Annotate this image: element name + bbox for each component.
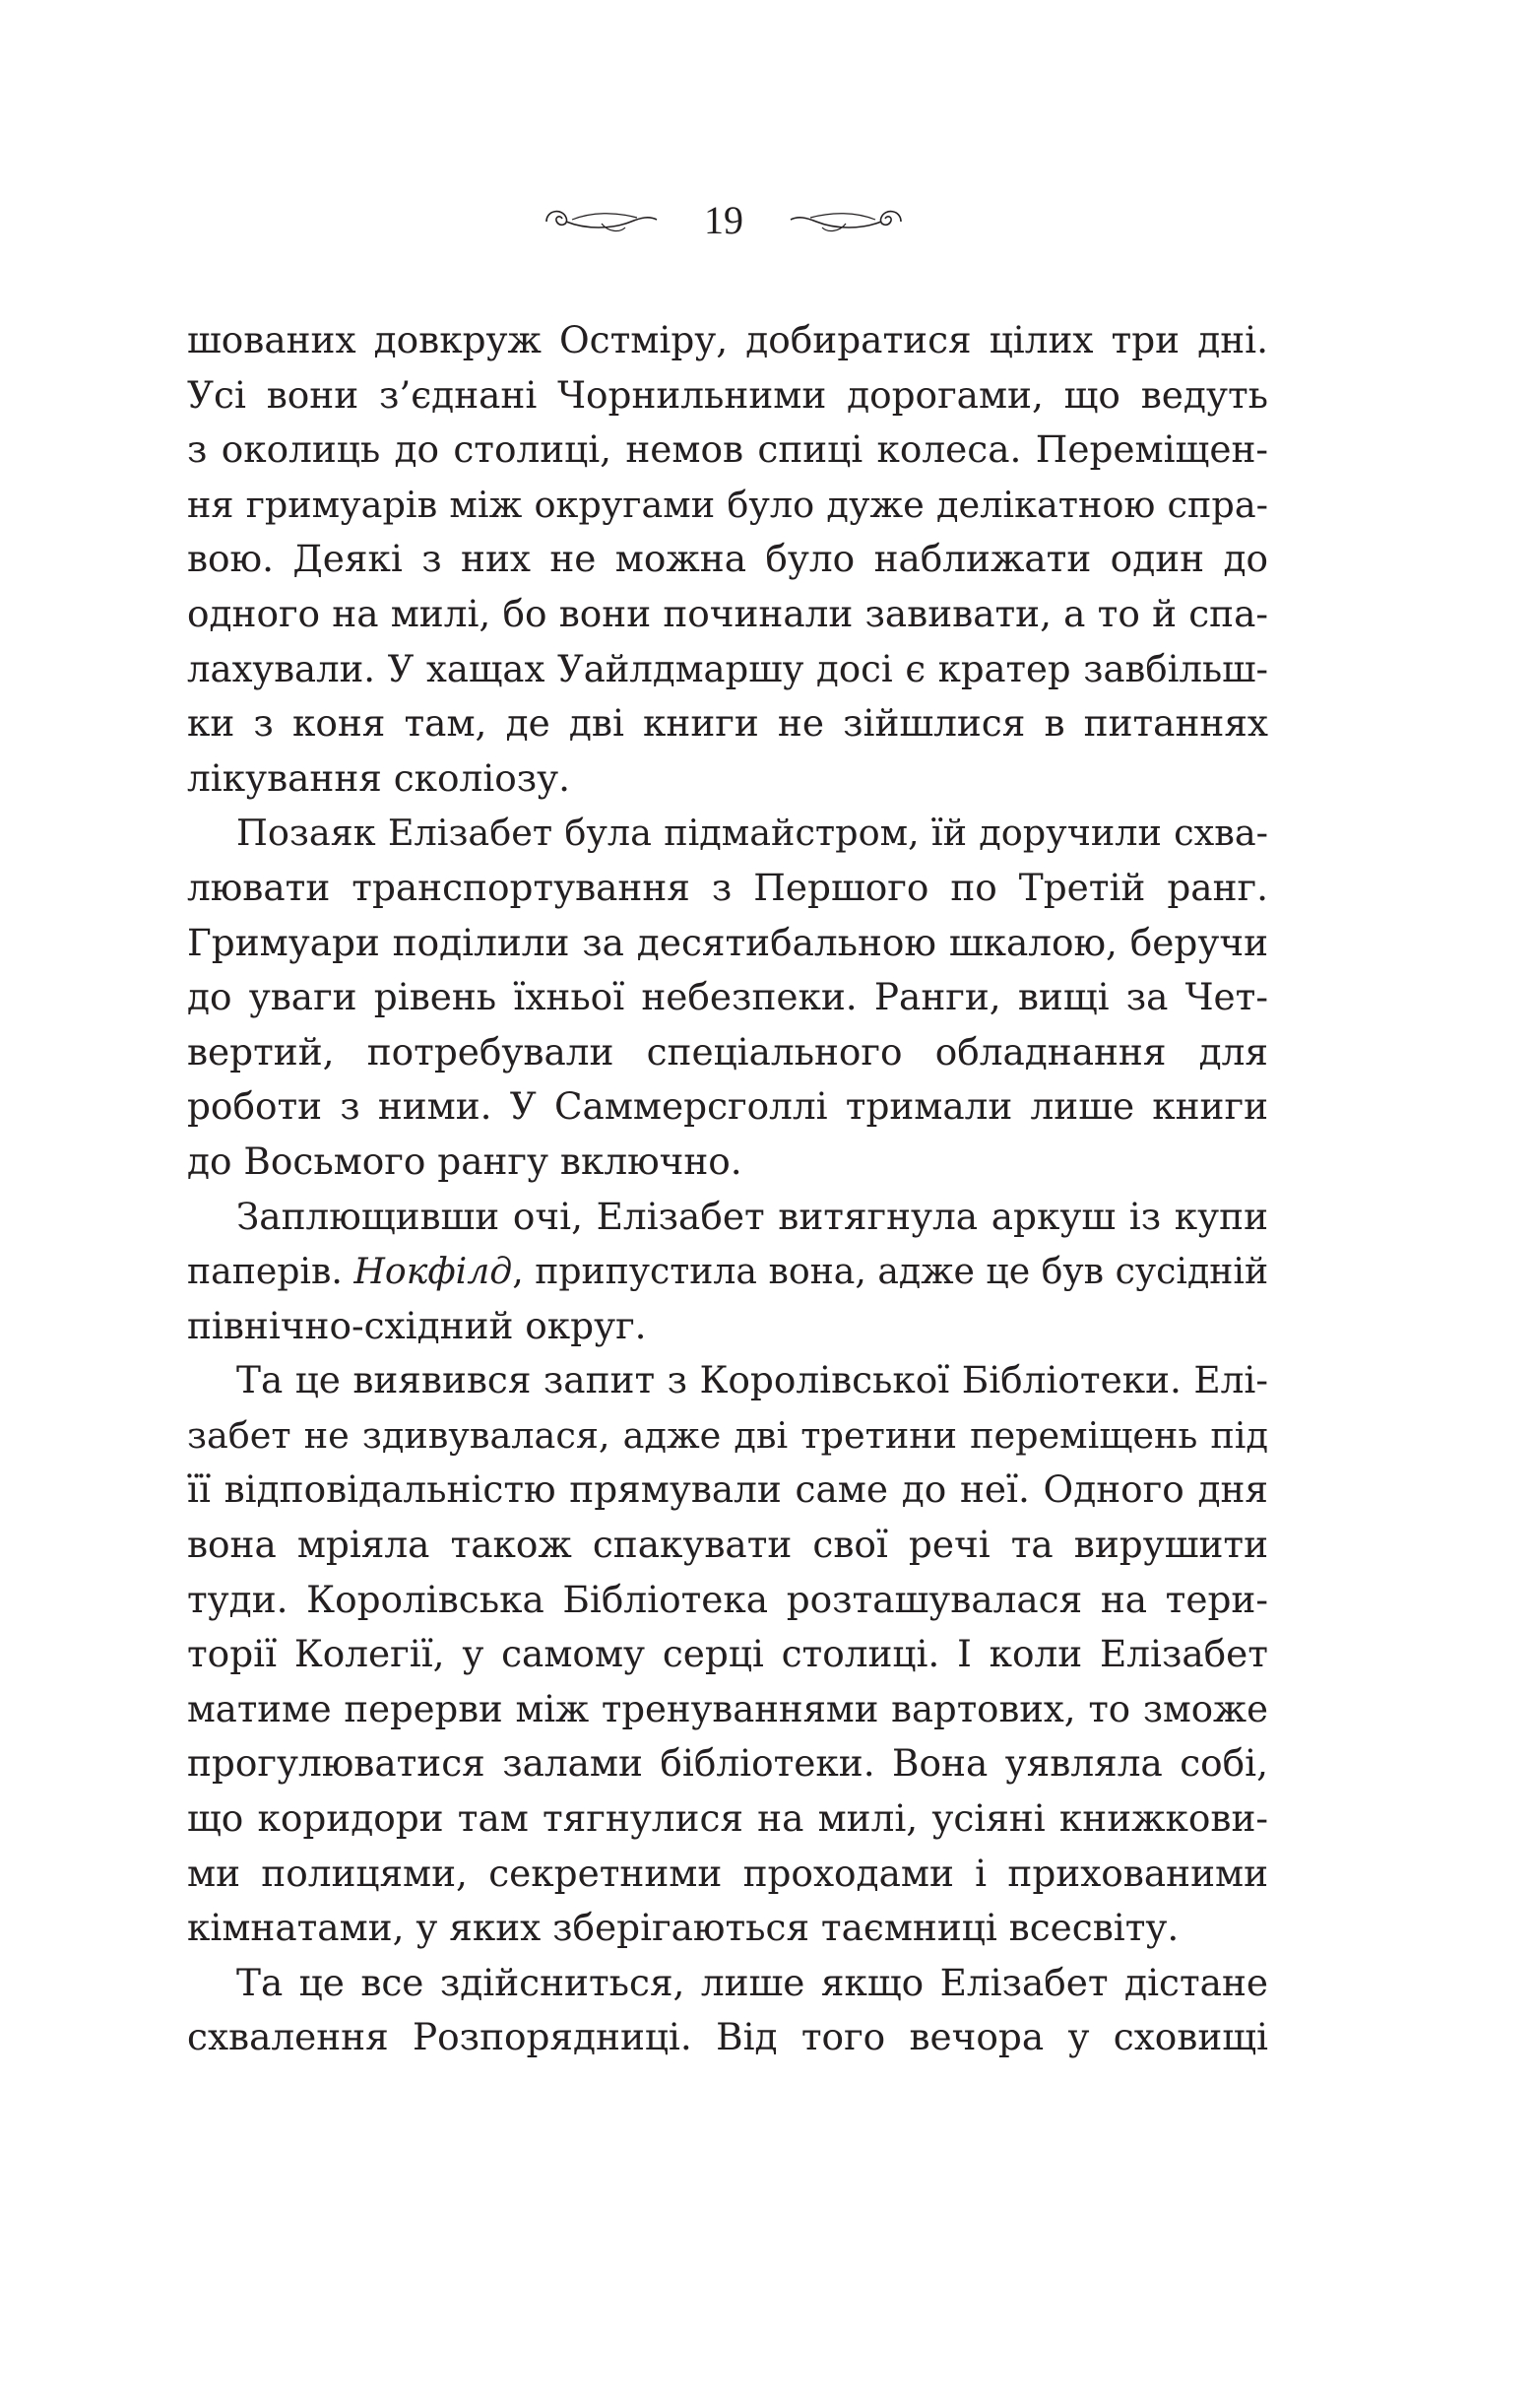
text-line: туди. Королівська Бібліотека розташувалася на тери- bbox=[187, 1577, 1268, 1621]
text-segment: , припустила вона, адже це був сусідній bbox=[512, 1250, 1268, 1293]
text-line: Гримуари поділили за десятибальною шкалою, беручи bbox=[187, 920, 1268, 964]
text-line: шованих довкруж Остміру, добиратися цілих три дні. bbox=[187, 318, 1268, 361]
text-line: вертий, потребували спеціального обладнання для bbox=[187, 1029, 1268, 1074]
paragraph bbox=[187, 313, 1268, 806]
text-line: до Восьмого рангу включно. bbox=[187, 1139, 742, 1183]
paragraph bbox=[187, 1190, 1268, 1354]
text-line: Та це все здійсниться, лише якщо Елізабет дістане bbox=[236, 1960, 1268, 2004]
text-line: матиме перерви між тренуваннями вартових, то зможе bbox=[187, 1687, 1268, 1730]
text-line: лювати транспортування з Першого по Третій ранг. bbox=[187, 865, 1268, 909]
text-line: схвалення Розпорядниці. Від того вечора у сховищі bbox=[187, 2015, 1268, 2059]
text-line: Позаяк Елізабет була підмайстром, їй доручили схва- bbox=[236, 812, 1268, 855]
text-line: ки з коня там, де дві книги не зійшлися в питаннях bbox=[187, 701, 1268, 746]
text-line: ня гримуарів між округами було дуже делікатною спра- bbox=[187, 483, 1268, 526]
text-line: одного на милі, бо вони починали завивати, а то й спа- bbox=[187, 591, 1268, 635]
flourish-ornament-left-icon bbox=[543, 200, 661, 239]
text-line: вою. Деякі з них не можна було наближати один до bbox=[187, 537, 1268, 581]
text-line bbox=[187, 1244, 1268, 1299]
paragraph bbox=[187, 1353, 1268, 1956]
flourish-ornament-right-icon bbox=[787, 200, 905, 239]
text-line: роботи з ними. У Саммерсголлі тримали лише книги bbox=[187, 1084, 1268, 1129]
text-line: забет не здивувалася, адже дві третини переміщень під bbox=[187, 1413, 1268, 1457]
text-line: ми полицями, секретними проходами і прихованими bbox=[187, 1851, 1268, 1895]
text-line: з околиць до столиці, немов спиці колеса. Переміщен- bbox=[187, 427, 1268, 472]
text-line: північно-східний округ. bbox=[187, 1303, 647, 1347]
text-line: торії Колегії, у самому серці столиці. І коли Елізабет bbox=[187, 1632, 1268, 1676]
text-line: прогулюватися залами бібліотеки. Вона уявляла собі, bbox=[187, 1741, 1268, 1786]
paragraph bbox=[187, 1956, 1268, 2065]
page-number: 19 bbox=[704, 197, 743, 242]
text-line: кімнатами, у яких зберігаються таємниці всесвіту. bbox=[187, 1906, 1180, 1950]
text-line: лікування сколіозу. bbox=[187, 755, 571, 800]
paragraph bbox=[187, 806, 1268, 1189]
page-header bbox=[0, 185, 1447, 254]
text-line: Заплющивши очі, Елізабет витягнула аркуш із купи bbox=[236, 1194, 1268, 1238]
text-line: до уваги рівень їхньої небезпеки. Ранги, вищі за Чет- bbox=[187, 975, 1268, 1019]
text-line: її відповідальністю прямували саме до неї. Одного дня bbox=[187, 1467, 1268, 1512]
body-text bbox=[187, 313, 1268, 2065]
text-line: Усі вони з’єднані Чорнильними дорогами, що ведуть bbox=[187, 372, 1268, 417]
text-line: Та це виявився запит з Королівської Бібліотеки. Елі- bbox=[236, 1358, 1268, 1402]
text-line: лахували. У хащах Уайлдмаршу досі є кратер завбільш- bbox=[187, 647, 1268, 690]
text-segment: паперів. bbox=[187, 1250, 354, 1293]
text-line: що коридори там тягнулися на милі, усіяні книжкови- bbox=[187, 1796, 1268, 1841]
place-name-italic: Нокфілд bbox=[353, 1250, 513, 1293]
text-line: вона мріяла також спакувати свої речі та вирушити bbox=[187, 1523, 1268, 1567]
